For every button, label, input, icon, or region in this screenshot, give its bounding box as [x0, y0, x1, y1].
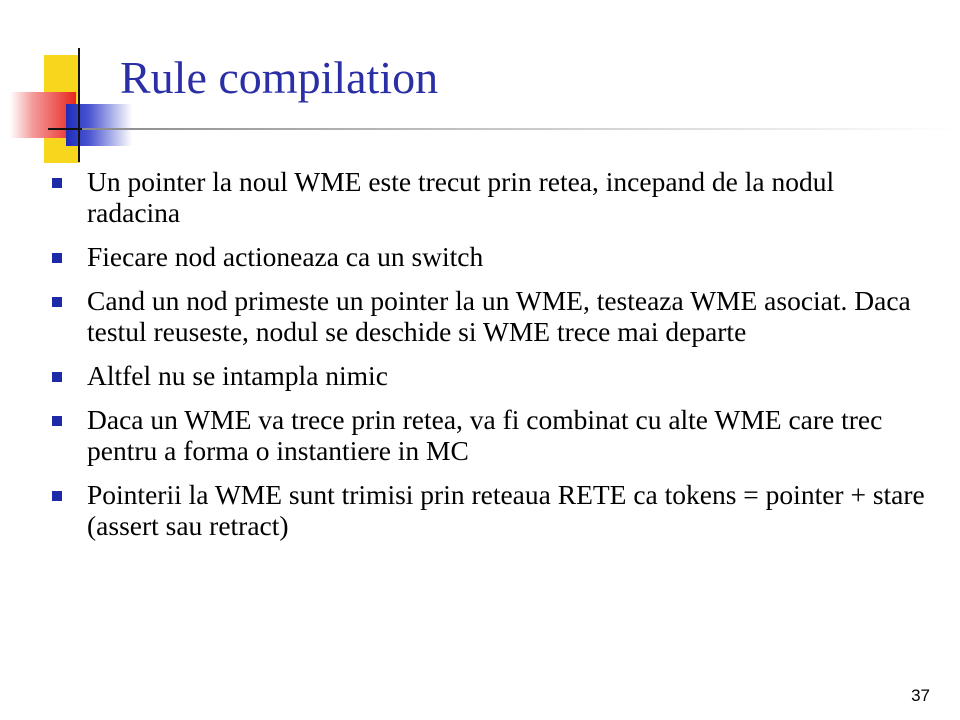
bullet-list [52, 166, 932, 554]
bullet-text: Fiecare nod actioneaza ca un switch [87, 241, 484, 272]
bullet-item [52, 360, 932, 391]
blue-square [66, 104, 132, 146]
bullet-text: Altfel nu se intampla nimic [87, 360, 388, 391]
bullet-square-icon [52, 297, 62, 307]
slide-title: Rule compilation [120, 52, 439, 103]
bullet-text: Un pointer la noul WME este trecut prin retea, incepand de la nodul radacina [87, 166, 835, 228]
logo-vertical-line [78, 48, 80, 162]
bullet-item [52, 404, 932, 466]
bullet-item [52, 479, 932, 541]
bullet-square-icon [52, 416, 62, 426]
bullet-text: Pointerii la WME sunt trimisi prin reteaua RETE ca tokens = pointer + stare (assert sau retract) [87, 479, 925, 541]
bullet-item [52, 166, 932, 228]
bullet-text: Cand un nod primeste un pointer la un WME, testeaza WME asociat. Daca testul reuseste, nodul se deschide si WME trece mai departe [87, 285, 911, 347]
bullet-text: Daca un WME va trece prin retea, va fi combinat cu alte WME care trec pentru a forma o instantiere in MC [87, 404, 883, 466]
decorative-logo [0, 0, 140, 170]
bullet-item [52, 241, 932, 272]
page-number: 37 [911, 686, 930, 705]
bullet-item [52, 285, 932, 347]
bullet-square-icon [52, 372, 62, 382]
bullet-square-icon [52, 253, 62, 263]
title-divider [82, 128, 960, 130]
bullet-square-icon [52, 178, 62, 188]
bullet-square-icon [52, 491, 62, 501]
